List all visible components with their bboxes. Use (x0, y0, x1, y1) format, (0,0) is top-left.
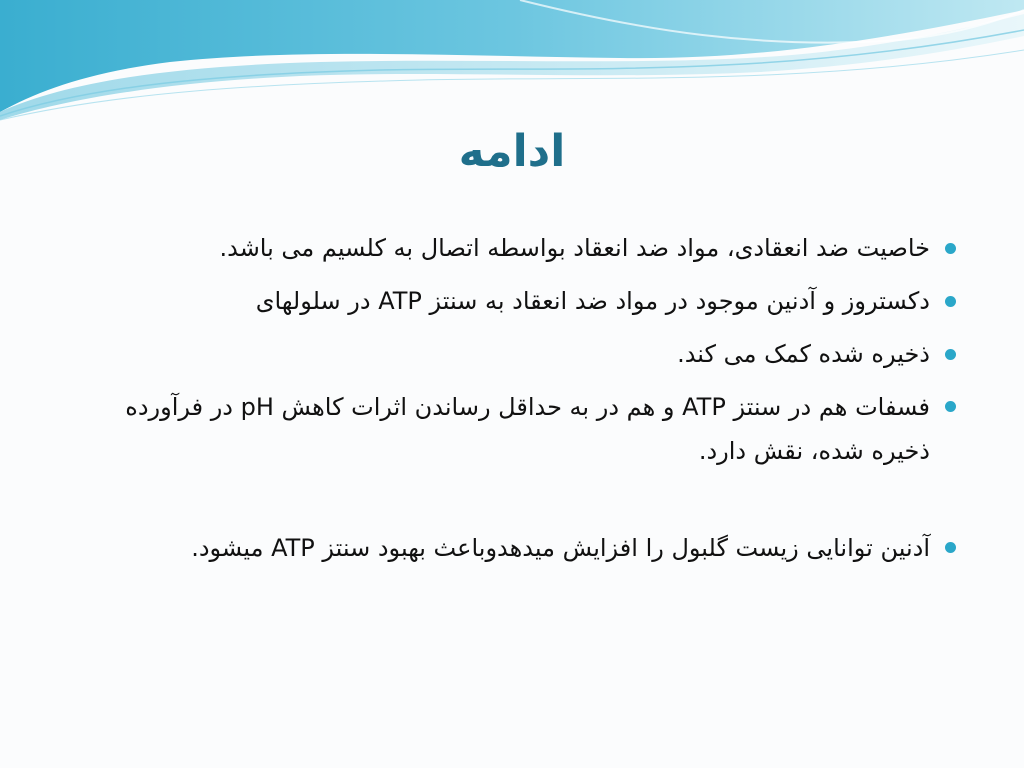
bullet-text: خاصیت ضد انعقادی، مواد ضد انعقاد بواسطه اتصال به کلسیم می باشد. (219, 234, 930, 262)
list-item (70, 222, 960, 275)
slide-title: ادامه (458, 126, 566, 177)
list-item (70, 381, 960, 478)
bullet-icon (945, 349, 956, 360)
bullet-icon (945, 401, 956, 412)
bullet-icon (945, 542, 956, 553)
bullet-icon (945, 243, 956, 254)
bullet-icon (945, 296, 956, 307)
header-wave-decoration (0, 0, 1024, 130)
bullet-text: ذخیره شده کمک می کند. (677, 340, 930, 368)
bullet-text: آدنین توانایی زیست گلبول را افزایش میدهدوباعث بهبود سنتز ATP میشود. (191, 534, 930, 562)
list-item (70, 328, 960, 381)
list-item (70, 522, 960, 575)
list-item (70, 275, 960, 328)
bullet-text: فسفات هم در سنتز ATP و هم در به حداقل رساندن اثرات کاهش pH در فرآورده ذخیره شده، نقش دارد. (125, 393, 930, 465)
bullet-list (70, 222, 960, 575)
bullet-text: دکستروز و آدنین موجود در مواد ضد انعقاد به سنتز ATP در سلولهای (255, 287, 930, 315)
